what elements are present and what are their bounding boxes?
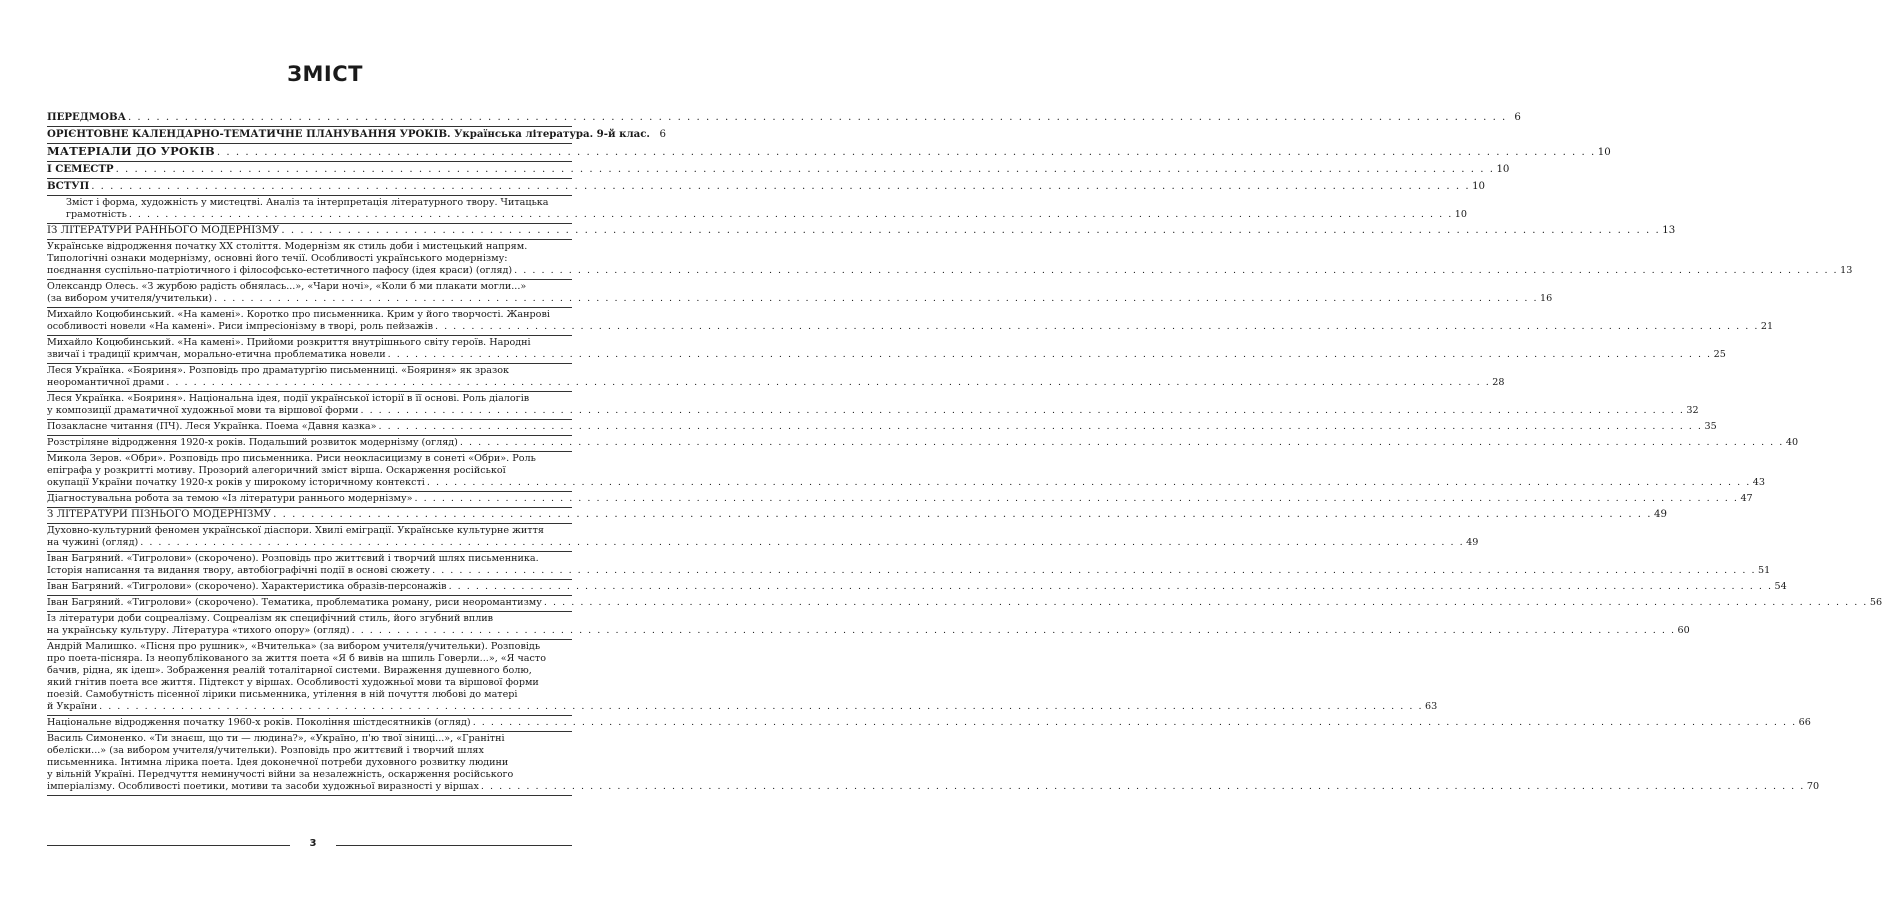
toc-page-number: 47 xyxy=(1740,493,1753,504)
toc-page-number: 10 xyxy=(1597,147,1611,158)
toc-entry-line xyxy=(47,144,1611,159)
toc-entry xyxy=(47,179,1486,196)
toc-entry xyxy=(47,492,1753,508)
toc-dot-leader xyxy=(435,321,1759,333)
toc-entry-text: Історія написання та видання твору, автобіографічні події в основі сюжету xyxy=(47,565,431,576)
toc-entry-line xyxy=(47,553,572,565)
toc-entry-text: Василь Симоненко. «Ти знаєш, що ти — людина?», «Україно, п'ю твої зіниці...», «Гранітні xyxy=(47,733,505,744)
toc-entry-text: Леся Українка. «Бояриня». Національна ідея, події української історії в її основі. Роль діалогів xyxy=(47,393,530,404)
toc-entry-text: МАТЕРІАЛИ ДО УРОКІВ xyxy=(47,144,215,158)
toc-dot-leader xyxy=(140,537,1464,549)
toc-entry-text: Із літератури доби соцреалізму. Соцреалізм як специфічний стиль, його згубний вплив xyxy=(47,613,494,624)
toc-page-number: 10 xyxy=(1472,181,1486,192)
toc-entry-line xyxy=(47,365,572,377)
toc-entry-line xyxy=(47,733,572,745)
toc-dot-leader xyxy=(273,509,1652,521)
toc-dot-leader xyxy=(427,477,1751,489)
toc-entry-text: письменника. Інтимна лірика поета. Ідея доконечної потреби духовного розвитку людини xyxy=(47,757,509,768)
toc-dot-leader xyxy=(432,565,1756,577)
toc-dot-leader xyxy=(352,625,1676,637)
toc-dot-leader xyxy=(388,349,1712,361)
toc-entry-line xyxy=(47,689,572,701)
toc-entry-text: окупації України початку 1920-х років у широкому історичному контексті xyxy=(47,477,425,488)
toc-entry-line xyxy=(47,281,572,293)
toc-entry-text: Позакласне читання (ПЧ). Леся Українка. Поема «Давня казка» xyxy=(47,421,377,432)
toc-entry-text: Леся Українка. «Бояриня». Розповідь про драматургію письменниці. «Бояриня» як зразок xyxy=(47,365,509,376)
toc-entry-line xyxy=(47,641,572,653)
toc-entry-text: Микола Зеров. «Обри». Розповідь про письменника. Риси неокласицизму в сонеті «Обри». Роль xyxy=(47,453,536,464)
toc-entry-text: особливості новели «На камені». Риси імпресіонізму в творі, роль пейзажів xyxy=(47,321,433,332)
toc-entry-line xyxy=(47,465,572,477)
toc-entry-text: звичаї і традиції кримчан, морально-етична проблематика новели xyxy=(47,349,386,360)
toc-entry xyxy=(47,436,1799,452)
toc-entry xyxy=(47,144,1611,162)
toc-dot-leader xyxy=(116,164,1495,176)
toc-entry xyxy=(47,392,1699,420)
toc-entry-line xyxy=(47,437,1799,449)
toc-entry-line xyxy=(47,597,1882,609)
toc-entry-text: поєднання суспільно-патріотичного і філософсько-естетичного пафосу (ідея краси) (огляд) xyxy=(47,265,513,276)
toc-page-number: 70 xyxy=(1806,781,1820,792)
toc-entry xyxy=(47,336,1726,364)
toc-entry-line xyxy=(47,349,1726,361)
toc-entry-text: поезій. Самобутність пісенної лірики письменника, утілення в ній почуття любові до матері xyxy=(47,689,518,700)
toc-entry-text: Діагностувальна робота за темою «Із літератури раннього модернізму» xyxy=(47,493,413,504)
toc-entry-text: Зміст і форма, художність у мистецтві. Аналіз та інтерпретація літературного твору. Читацька xyxy=(66,197,549,208)
toc-entry-line xyxy=(47,337,572,349)
toc-dot-leader xyxy=(129,209,1453,221)
toc-entry-line xyxy=(47,421,1717,433)
toc-entry-line xyxy=(47,111,1521,124)
toc-page-number: 10 xyxy=(1454,209,1467,220)
toc-entry-text: З ЛІТЕРАТУРИ ПІЗНЬОГО МОДЕРНІЗМУ xyxy=(47,509,272,520)
toc-entry-line xyxy=(47,309,572,321)
toc-entry xyxy=(47,612,1690,640)
toc-dot-leader xyxy=(128,112,1507,124)
toc-entry-line xyxy=(47,393,572,405)
toc-entry-text: Михайло Коцюбинський. «На камені». Коротко про письменника. Крим у його творчості. Жанрові xyxy=(47,309,550,320)
toc-entry-text: Національне відродження початку 1960-х років. Покоління шістдесятників (огляд) xyxy=(47,717,471,728)
toc-page-number: 60 xyxy=(1677,625,1690,636)
toc-entry-text: ОРІЄНТОВНЕ КАЛЕНДАРНО-ТЕМАТИЧНЕ ПЛАНУВАННЯ УРОКІВ. Українська література. 9-й клас. xyxy=(47,128,650,140)
toc-entry-line xyxy=(47,405,1699,417)
toc-page-number: 32 xyxy=(1686,405,1699,416)
toc-dot-leader xyxy=(460,437,1784,449)
toc-page-number: 66 xyxy=(1798,717,1811,728)
toc-entry-text: неоромантичної драми xyxy=(47,377,165,388)
toc-entry-text: обеліски...» (за вибором учителя/учительки). Розповідь про життєвий і творчий шлях xyxy=(47,745,484,756)
table-of-contents xyxy=(47,110,1882,796)
page-number: 3 xyxy=(309,838,317,849)
toc-dot-leader xyxy=(360,405,1684,417)
toc-entry xyxy=(47,552,1771,580)
toc-page-number: 51 xyxy=(1758,565,1771,576)
toc-entry-text: бачив, рідна, як ідеш». Зображення реалій тоталітарної системи. Вираження душевного болю, xyxy=(47,665,532,676)
toc-page-number: 6 xyxy=(659,129,666,140)
toc-entry-line xyxy=(47,537,1479,549)
toc-entry-line xyxy=(66,197,572,209)
toc-page-number: 10 xyxy=(1496,164,1510,175)
toc-entry-text: Духовно-культурний феномен української діаспори. Хвилі еміграції. Українське культурне життя xyxy=(47,525,544,536)
toc-entry xyxy=(47,640,1438,716)
footer-rule-left xyxy=(47,845,290,846)
toc-entry xyxy=(47,240,1853,280)
toc-page-number: 54 xyxy=(1774,581,1787,592)
toc-dot-leader xyxy=(544,597,1868,609)
toc-page-number: 49 xyxy=(1654,509,1667,520)
toc-page-number: 49 xyxy=(1466,537,1479,548)
toc-page-number: 63 xyxy=(1425,701,1438,712)
toc-entry-text: який гнітив поета все життя. Підтекст у віршах. Особливості художньої мови та віршової форми xyxy=(47,677,539,688)
toc-entry-text: на чужині (огляд) xyxy=(47,537,139,548)
toc-dot-leader xyxy=(217,147,1596,159)
toc-dot-leader xyxy=(166,377,1490,389)
toc-entry-line xyxy=(47,253,572,265)
toc-entry-line xyxy=(47,525,572,537)
toc-entry-text: Михайло Коцюбинський. «На камені». Прийоми розкриття внутрішнього світу героїв. Народні xyxy=(47,337,531,348)
toc-page-number: 28 xyxy=(1492,377,1505,388)
toc-entry-text: епіграфа у розкритті мотиву. Прозорий алегоричний зміст вірша. Оскарження російської xyxy=(47,465,506,476)
toc-entry-line xyxy=(47,781,1820,793)
toc-entry-text: Іван Багряний. «Тигролови» (скорочено). Розповідь про життєвий і творчий шлях письменника. xyxy=(47,553,539,564)
toc-entry-line xyxy=(47,677,572,689)
toc-entry-text: Українське відродження початку XX століття. Модернізм як стиль доби і мистецький напрям. xyxy=(47,241,528,252)
toc-entry-line xyxy=(47,241,572,253)
toc-dot-leader xyxy=(473,717,1797,729)
toc-entry xyxy=(47,596,1882,612)
toc-entry-line xyxy=(47,745,572,757)
toc-entry-text: імперіалізму. Особливості поетики, мотиви та засоби художньої виразності у віршах xyxy=(47,781,479,792)
toc-page-number: 35 xyxy=(1704,421,1717,432)
toc-entry-line xyxy=(47,565,1771,577)
toc-entry xyxy=(47,524,1479,552)
toc-entry-line xyxy=(47,128,666,141)
toc-entry xyxy=(47,308,1774,336)
toc-entry-text: Андрій Малишко. «Пісня про рушник», «Вчителька» (за вибором учителя/учительки). Розповідь xyxy=(47,641,541,652)
toc-entry-text: ВСТУП xyxy=(47,180,90,192)
toc-entry-line xyxy=(47,653,572,665)
toc-page-number: 43 xyxy=(1752,477,1765,488)
toc-dot-leader xyxy=(379,421,1703,433)
toc-entry-line xyxy=(47,453,572,465)
toc-entry-text: у композиції драматичної художньої мови та віршової форми xyxy=(47,405,359,416)
toc-entry-line xyxy=(66,209,1467,221)
page-footer xyxy=(0,836,650,856)
toc-page-number: 13 xyxy=(1840,265,1853,276)
toc-dot-leader xyxy=(415,493,1739,505)
toc-entry xyxy=(47,224,1676,240)
toc-entry xyxy=(47,280,1553,308)
toc-entry-line xyxy=(47,769,572,781)
toc-page-number: 25 xyxy=(1713,349,1726,360)
toc-entry-text: про поета-пісняра. Із неопублікованого за життя поета «Я б вивів на шпиль Говерли...», «Я часто xyxy=(47,653,546,664)
toc-entry-line xyxy=(47,321,1774,333)
toc-entry-text: ІЗ ЛІТЕРАТУРИ РАННЬОГО МОДЕРНІЗМУ xyxy=(47,225,280,236)
toc-entry-text: Олександр Олесь. «З журбою радість обнялась...», «Чари ночі», «Коли б ми плакати могли...» xyxy=(47,281,527,292)
toc-entry-text: й України xyxy=(47,701,98,712)
page-title: ЗМІСТ xyxy=(287,62,363,86)
toc-entry xyxy=(47,364,1505,392)
toc-page-number: 56 xyxy=(1869,597,1882,608)
toc-entry-line xyxy=(47,493,1753,505)
toc-entry-line xyxy=(47,163,1510,176)
toc-entry-text: Іван Багряний. «Тигролови» (скорочено). Характеристика образів-персонажів xyxy=(47,581,447,592)
toc-entry-line xyxy=(47,180,1486,193)
toc-entry-line xyxy=(47,265,1853,277)
toc-entry xyxy=(47,580,1787,596)
toc-entry-text: (за вибором учителя/учительки) xyxy=(47,293,213,304)
toc-entry-line xyxy=(47,625,1690,637)
toc-entry-text: на українську культуру. Література «тихого опору» (огляд) xyxy=(47,625,350,636)
toc-entry-text: І СЕМЕСТР xyxy=(47,163,114,175)
toc-entry-line xyxy=(47,377,1505,389)
toc-entry xyxy=(47,452,1765,492)
toc-page-number: 6 xyxy=(1514,112,1521,123)
toc-entry-line xyxy=(47,757,572,769)
toc-entry-text: ПЕРЕДМОВА xyxy=(47,111,126,123)
toc-entry-line xyxy=(47,613,572,625)
toc-entry xyxy=(47,162,1510,179)
toc-dot-leader xyxy=(214,293,1538,305)
toc-entry-text: Іван Багряний. «Тигролови» (скорочено). Тематика, проблематика роману, риси неоромантизму xyxy=(47,597,542,608)
toc-entry-line xyxy=(47,509,1667,521)
toc-page-number: 16 xyxy=(1540,293,1553,304)
toc-page-number: 21 xyxy=(1760,321,1774,332)
toc-entry-text: у вільній Україні. Передчуття неминучості війни за незалежність, оскарження російського xyxy=(47,769,514,780)
toc-dot-leader xyxy=(99,701,1423,713)
toc-entry xyxy=(47,508,1667,524)
toc-entry xyxy=(47,196,1467,224)
toc-entry xyxy=(47,110,1521,127)
toc-dot-leader xyxy=(91,181,1470,193)
toc-dot-leader xyxy=(481,781,1805,793)
toc-entry-text: грамотність xyxy=(66,209,127,220)
toc-entry-line xyxy=(47,665,572,677)
toc-entry-line xyxy=(47,225,1676,237)
toc-dot-leader xyxy=(514,265,1838,277)
toc-entry-line xyxy=(47,477,1765,489)
toc-dot-leader xyxy=(281,225,1660,237)
toc-entry xyxy=(47,716,1811,732)
toc-page-number: 40 xyxy=(1785,437,1799,448)
toc-page-number: 13 xyxy=(1662,225,1676,236)
toc-entry-line xyxy=(47,293,1553,305)
toc-entry-text: Розстріляне відродження 1920-х років. Подальший розвиток модернізму (огляд) xyxy=(47,437,458,448)
toc-entry-text: Типологічні ознаки модернізму, основні його течії. Особливості українського модернізму: xyxy=(47,253,508,264)
toc-dot-leader xyxy=(449,581,1773,593)
toc-entry xyxy=(47,420,1717,436)
toc-entry-line xyxy=(47,581,1787,593)
footer-rule-right xyxy=(336,845,572,846)
toc-entry xyxy=(47,127,666,144)
toc-entry-line xyxy=(47,701,1438,713)
toc-entry xyxy=(47,732,1820,796)
toc-entry-line xyxy=(47,717,1811,729)
